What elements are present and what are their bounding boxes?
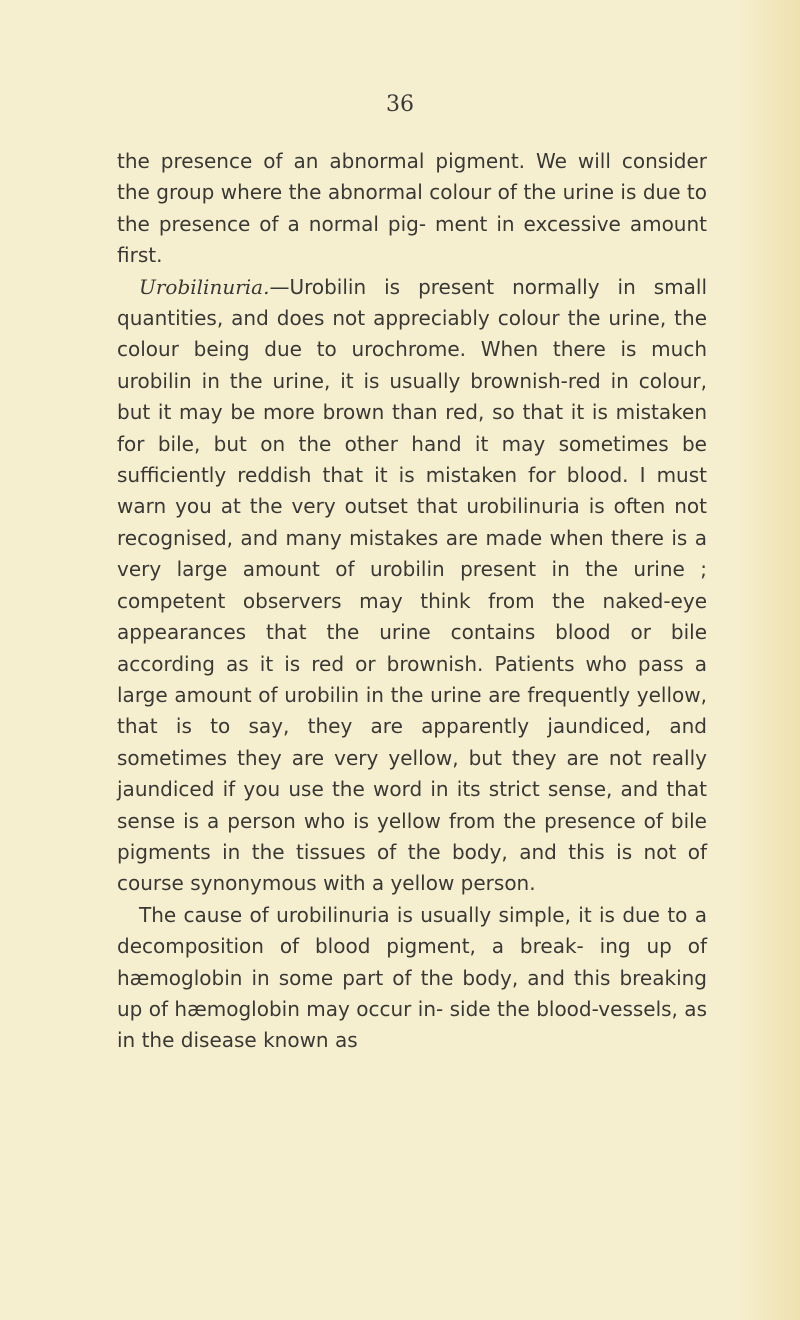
body-text	[117, 146, 707, 1057]
paragraph-3	[117, 900, 707, 1057]
paragraph-3-text: The cause of urobilinuria is usually simple, it is due to a decomposition of blood pigment, a break- ing up of hæmoglobin in some part of the body, and this breaking up of hæmoglobin may occur in- side the blood-vessels, as in the disease known as	[117, 902, 707, 1053]
paragraph-1-text: the presence of an abnormal pigment. We will consider the group where the abnormal colour of the urine is due to the presence of a normal pig- ment in excessive amount first.	[117, 149, 707, 268]
page-number: 36	[386, 92, 414, 117]
paragraph-2-text: —Urobilin is present normally in small quantities, and does not appreciably colour the urine, the colour being due to urochrome. When there is much urobilin in the urine, it is usually brownish-red in colour, but it may be more brown than red, so that it is mistaken for bile, but on the other hand it may sometimes be sufficiently reddish that it is mistaken for blood. I must warn you at the very outset that urobilinuria is often not recognised, and many mistakes are made when there is a very large amount of urobilin present in the urine ; competent observers may think from the naked-eye appearances that the urine contains blood or bile according as it is red or brownish. Patients who pass a large amount of urobilin in the urine are frequently yellow, that is to say, they are apparently jaundiced, and sometimes they are very yellow, but they are not really jaundiced if you use the word in its strict sense, and that sense is a person who is yellow from the presence of bile pigments in the tissues of the body, and this is not of course synonymous with a yellow person.	[117, 274, 707, 896]
section-heading-urobilinuria: Urobilinuria.	[139, 274, 270, 299]
paragraph-1	[117, 146, 707, 272]
paragraph-2	[117, 272, 707, 900]
